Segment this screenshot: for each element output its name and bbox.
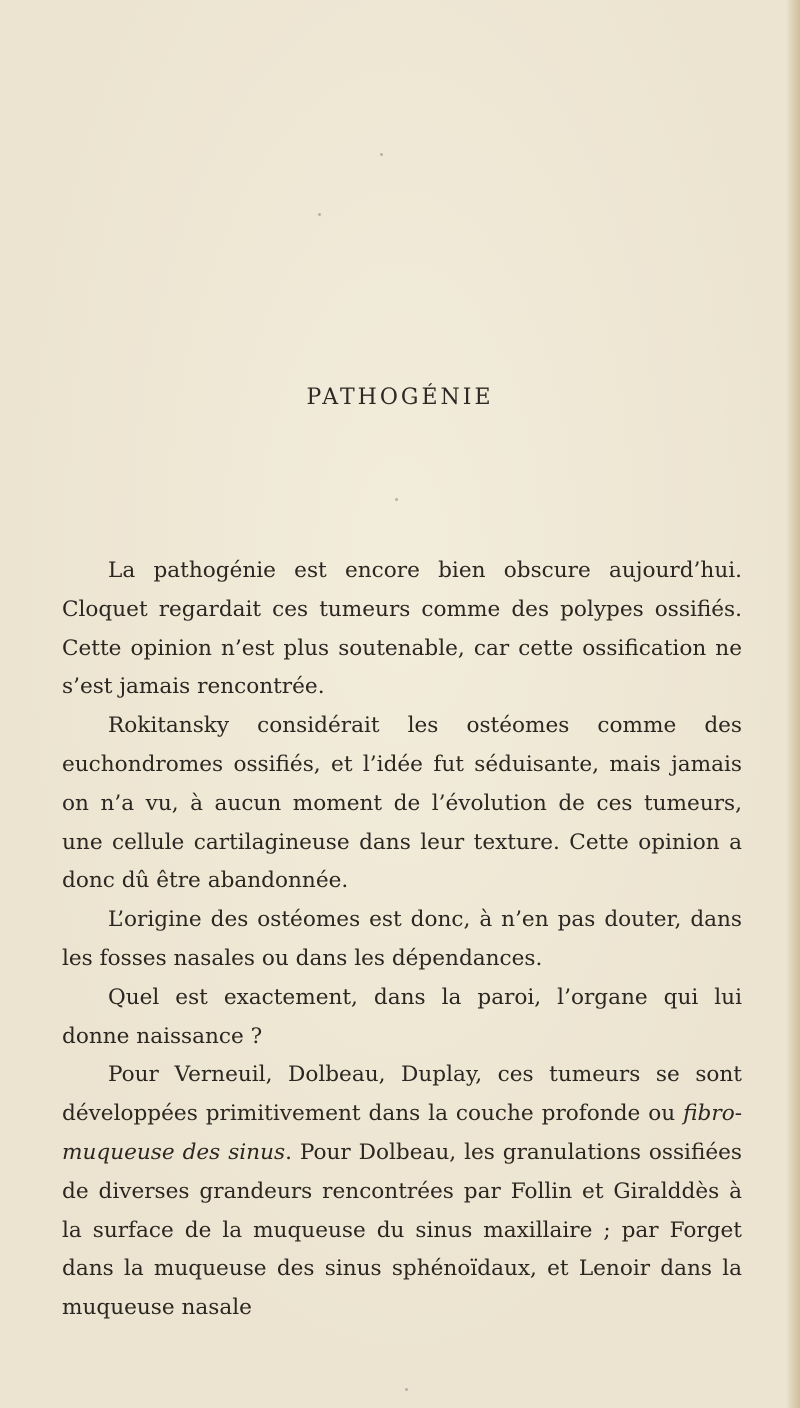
paper-speck bbox=[318, 213, 321, 216]
paragraph-1: La pathogénie est encore bien obscure aujourd’hui. Cloquet regardait ces tumeurs comme des polypes ossifiés. Cette opinion n’est plus soutenable, car cette ossification ne s’est jamais rencontrée. bbox=[62, 558, 742, 700]
chapter-heading: PATHOGÉNIE bbox=[306, 385, 494, 410]
paper-speck bbox=[380, 153, 383, 156]
page-edge-shadow bbox=[786, 0, 800, 1408]
paper-speck bbox=[395, 498, 398, 501]
paragraph-2: Rokitansky considérait les ostéomes comme des euchondromes ossifiés, et l’idée fut séduisante, mais jamais on n’a vu, à aucun moment de l’évolution de ces tumeurs, une cellule cartilagineuse dans leur texture. Cette opinion a donc dû être abandonnée. bbox=[62, 713, 742, 894]
paragraph-5-italic-term: fibro-muqueuse des sinus bbox=[62, 1101, 742, 1165]
body-text bbox=[62, 552, 742, 1328]
paragraph-5-text-end: . Pour Dolbeau, les granulations ossifiées de diverses grandeurs rencontrées par Follin et Giralddès à la surface de la muqueuse du sinus maxillaire ; par Forget dans la muqueuse des sinus sphénoïdaux, et Lenoir dans la muqueuse nasale bbox=[62, 1139, 742, 1321]
paper-speck bbox=[405, 1388, 408, 1391]
paragraph-5-text-start: Pour Verneuil, Dolbeau, Duplay, ces tumeurs se sont développées primitivement dans la couche profonde ou bbox=[62, 1062, 742, 1127]
paragraph-3: L’origine des ostéomes est donc, à n’en pas douter, dans les fosses nasales ou dans les dépendances. bbox=[62, 907, 742, 971]
paragraph-4: Quel est exactement, dans la paroi, l’organe qui lui donne naissance ? bbox=[62, 984, 742, 1049]
paragraph-5 bbox=[62, 1056, 742, 1328]
